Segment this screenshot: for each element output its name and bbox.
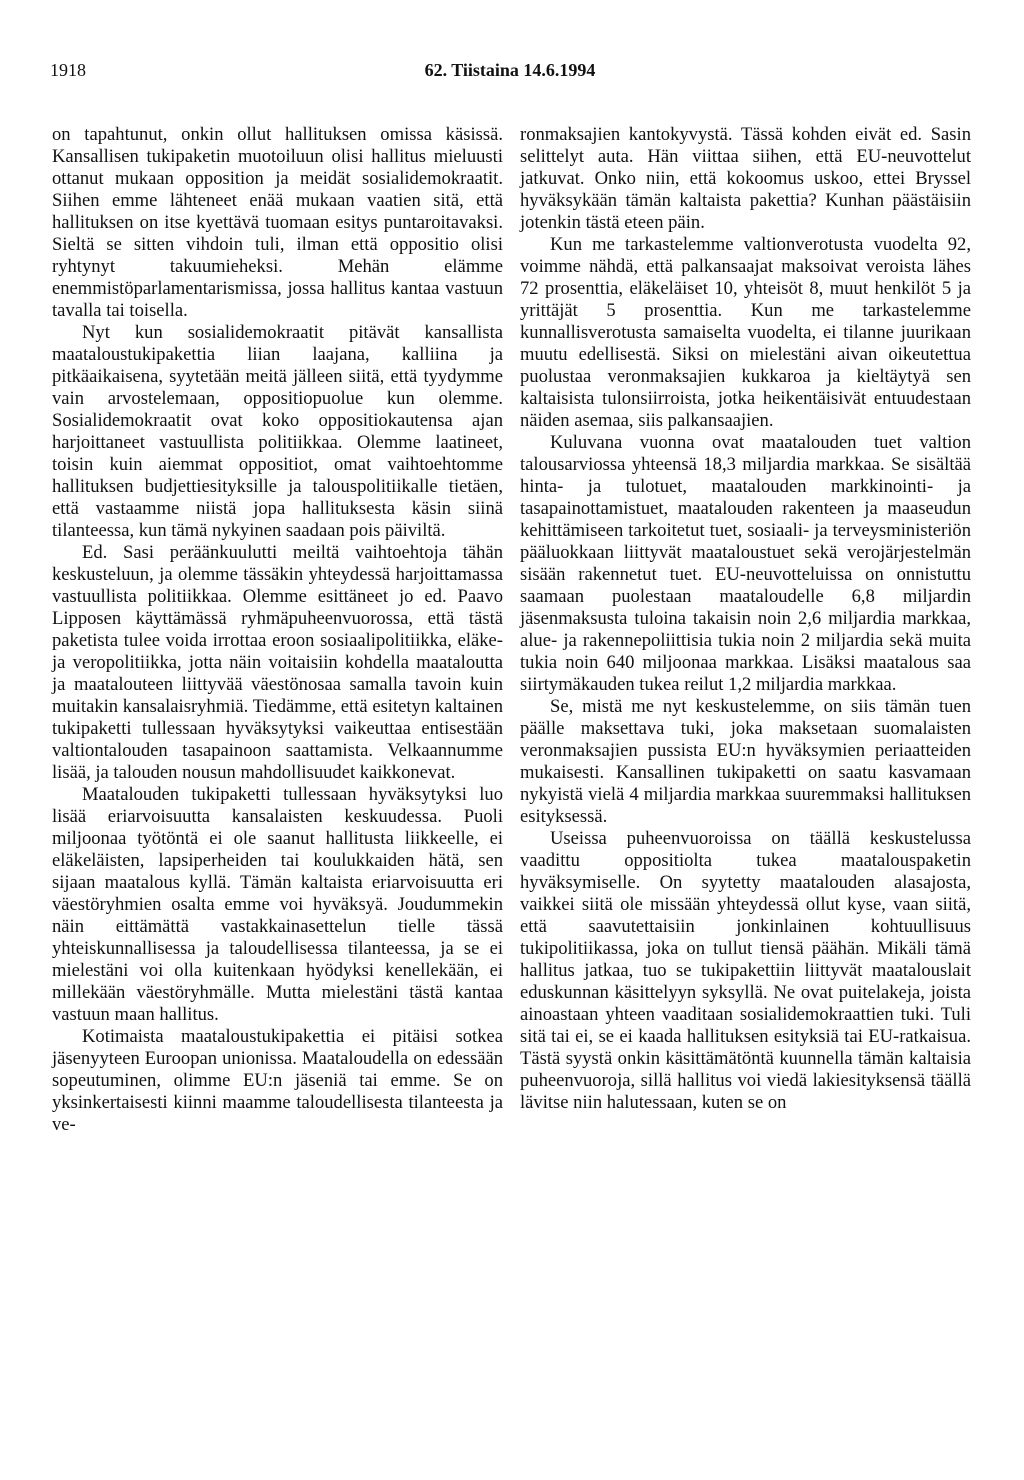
paragraph: Maatalouden tukipaketti tullessaan hyväksytyksi luo lisää eriarvoisuutta kansalaisten keskuudessa. Puoli miljoonaa työtöntä ei ole saanut hallitusta liikkeelle, ei eläkeläisten, lapsiperheiden tai koulukkaiden hätä, sen sijaan maatalous kyllä. Tämän kaltaista eriarvoisuutta eri väestöryhmien osalta emme voi hyväksyä. Joudummekin näin eittämättä vastakkainasettelun tielle tässä yhteiskunnallisessa ja taloudellisessa tilanteessa, ja se ei mielestäni voi olla kuitenkaan hyödyksi kenellekään, ei millekään väestöryhmälle. Mutta mielestäni tästä kantaa vastuun maan hallitus.	[52, 784, 503, 1025]
paragraph: Useissa puheenvuoroissa on täällä keskustelussa vaadittu oppositiolta tukea maatalouspaketin hyväksymiselle. On syytetty maatalouden alasajosta, vaikkei siitä ole missään yhteydessä ollut kyse, vaan siitä, että saavutettaisiin jonkinlainen kohtuullisuus tukipolitiikassa, joka on tullut tiensä päähän. Mikäli tämä hallitus jatkaa, tuo se tukipakettiin liittyvät maatalouslait eduskunnan käsittelyyn syksyllä. Ne ovat puitelakeja, joista ainoastaan yhteen vaaditaan sosialidemokraattien tuki. Tuli sitä tai ei, se ei kaada hallituksen esityksiä tai EU-ratkaisua. Tästä syystä onkin käsittämätöntä kuunnella tämän kaltaisia puheenvuoroja, sillä hallitus voi viedä lakiesityksensä täällä lävitse niin halutessaan, kuten se on	[520, 828, 971, 1113]
paragraph: Kuluvana vuonna ovat maatalouden tuet valtion talousarviossa yhteensä 18,3 miljardia markkaa. Se sisältää hinta- ja tulotuet, maatalouden markkinointi- ja tasapainottamistuet, maatalouden rakenteen ja maaseudun kehittämiseen tarkoitetut tuet, sosiaali- ja terveysministeriön pääluokkaan liittyvät maataloustuet sekä verojärjestelmän sisään rakennetut tuet. EU-neuvotteluissa on onnistuttu saamaan puolestaan maataloudelle 6,8 miljardin jäsenmaksusta tuloina takaisin noin 2,6 miljardia markkaa, alue- ja rakennepoliittisia tukia noin 2 miljardia sekä muita tukia noin 640 miljoonaa markkaa. Lisäksi maatalous saa siirtymäkauden tukea reilut 1,2 miljardia markkaa.	[520, 432, 971, 695]
paragraph: Se, mistä me nyt keskustelemme, on siis tämän tuen päälle maksettava tuki, joka maksetaan suomalaisten veronmaksajien pussista EU:n hyväksymien periaatteiden mukaisesti. Kansallinen tukipaketti on saatu kasvamaan nykyistä vielä 4 miljardia markkaa suuremmaksi hallituksen esityksessä.	[520, 696, 971, 827]
paragraph: Kun me tarkastelemme valtionverotusta vuodelta 92, voimme nähdä, että palkansaajat maksoivat veroista lähes 72 prosenttia, eläkeläiset 10, yhteisöt 8, muut henkilöt 5 ja yrittäjät 5 prosenttia. Kun me tarkastelemme kunnallisverotusta samaiselta vuodelta, ei tilanne juurikaan muutu edellisestä. Siksi on mielestäni aivan oikeutettua puolustaa veronmaksajien kukkaroa ja kieltäytyä sen kaltaisista tulonsiirroista, jotka heikentäisivät entuudestaan näiden asemaa, siis palkansaajien.	[520, 234, 971, 431]
page-header	[50, 60, 970, 90]
running-title: 62. Tiistaina 14.6.1994	[424, 60, 596, 80]
paragraph: Nyt kun sosialidemokraatit pitävät kansallista maataloustukipakettia liian laajana, kalliina ja pitkäaikaisena, syytetään meitä jälleen siitä, että tyydymme vain arvostelemaan, oppositiopuolue kun olemme. Sosialidemokraatit ovat koko oppositiokautensa ajan harjoittaneet vastuullista politiikkaa. Olemme laatineet, toisin kuin aiemmat oppositiot, omat vaihtoehtomme hallituksen budjettiesityksille ja talouspolitiikalle tietäen, että vastaamme niistä jopa hallituksesta käsin siinä tilanteessa, kun tämä nykyinen saadaan pois päiviltä.	[52, 322, 503, 541]
right-column	[520, 124, 971, 1114]
paragraph: on tapahtunut, onkin ollut hallituksen omissa käsissä. Kansallisen tukipaketin muotoiluun olisi hallitus mieluusti ottanut mukaan opposition ja meidät sosialidemokraatit. Siihen emme lähteneet enää mukaan vaatien sitä, että hallituksen on itse kyettävä tuomaan esitys puntaroitavaksi. Sieltä se sitten vihdoin tuli, ilman että oppositio olisi ryhtynyt takuumieheksi. Mehän elämme enemmistöparlamentarismissa, jossa hallitus kantaa vastuun tavalla tai toisella.	[52, 124, 503, 321]
paragraph: ronmaksajien kantokyvystä. Tässä kohden eivät ed. Sasin selittelyt auta. Hän viittaa siihen, että EU-neuvottelut jatkuvat. Onko niin, että kokoomus uskoo, ettei Bryssel hyväksykään tämän kaltaista pakettia? Kunhan päästäisiin jotenkin tästä eteen päin.	[520, 124, 971, 233]
paragraph: Kotimaista maataloustukipakettia ei pitäisi sotkea jäsenyyteen Euroopan unionissa. Maataloudella on edessään sopeutuminen, olimme EU:n jäseniä tai emme. Se on yksinkertaisesti kiinni maamme taloudellisesta tilanteesta ja ve-	[52, 1026, 503, 1135]
page-number: 1918	[50, 60, 86, 80]
left-column	[52, 124, 503, 1136]
paragraph: Ed. Sasi peräänkuulutti meiltä vaihtoehtoja tähän keskusteluun, ja olemme tässäkin yhteydessä harjoittamassa vastuullista politiikkaa. Olemme esittäneet jo ed. Paavo Lipposen käyttämässä ryhmäpuheenvuorossa, että tästä paketista tulee voida irrottaa eroon sosiaalipolitiikka, eläke- ja veropolitiikka, jotta näin voitaisiin kohdella maataloutta ja maatalouteen liittyvää väestönosaa samalla tavoin kuin muitakin kansalaisryhmiä. Tiedämme, että esitetyn kaltainen tukipaketti tullessaan hyväksytyksi vaikeuttaa entisestään valtiontalouden tasapainoon saattamista. Velkaannumme lisää, ja talouden nousun mahdollisuudet kaikkonevat.	[52, 542, 503, 783]
